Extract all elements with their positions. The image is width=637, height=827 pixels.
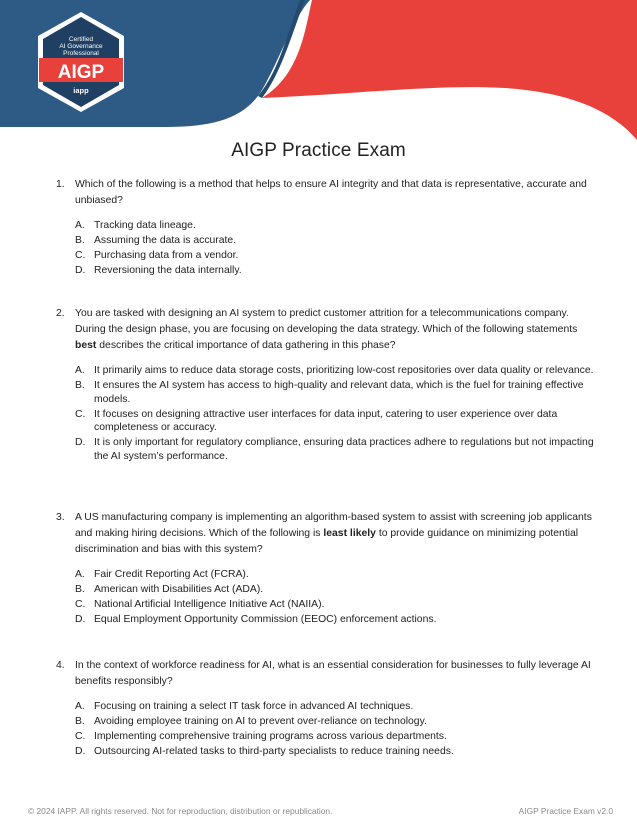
question-2 [56, 306, 596, 465]
question-4 [56, 658, 596, 760]
badge-acronym: AIGP [57, 62, 105, 83]
option-c: C. Purchasing data from a vendor. [75, 250, 239, 262]
option-b: B. American with Disabilities Act (ADA). [75, 584, 264, 596]
emphasis: best [75, 340, 97, 351]
option-b: B. Assuming the data is accurate. [75, 235, 237, 247]
question-number: 3. [56, 512, 65, 523]
header-red-band [262, 0, 637, 140]
header-graphic [0, 0, 637, 150]
option-a: A. Fair Credit Reporting Act (FCRA). [75, 569, 249, 580]
question-1 [56, 177, 596, 279]
option-a: A. Tracking data lineage. [75, 220, 196, 231]
badge-line3: Professional [63, 50, 99, 57]
option-a: A. Focusing on training a select IT task force in advanced AI techniques. [75, 701, 414, 712]
option-a: A. It primarily aims to reduce data storage costs, prioritizing low-cost repositories over data quality or relevance. [75, 365, 594, 376]
option-c: C. National Artificial Intelligence Initiative Act (NAIIA). [75, 599, 325, 611]
option-c: C. Implementing comprehensive training programs across various departments. [75, 731, 447, 743]
question-text: You are tasked with designing an AI system to predict customer attrition for a telecommunications company. During the design phase, you are focusing on developing the data strategy. Which of the following statements best describes the critical importance of data gathering in this phase? [75, 308, 578, 351]
footer-copyright: © 2024 IAPP. All rights reserved. Not for reproduction, distribution or republication. [28, 806, 333, 816]
badge-line1: Certified [68, 36, 94, 43]
emphasis: least likely [323, 528, 376, 539]
option-d: D. It is only important for regulatory compliance, ensuring data practices adhere to regulations but not impacting the AI system’s performance. [75, 437, 594, 462]
option-b: B. It ensures the AI system has access to high-quality and relevant data, which is the fuel for training effective models. [75, 380, 584, 405]
badge-line2: AI Governance [59, 43, 103, 50]
page-title: AIGP Practice Exam [231, 140, 406, 161]
option-d: D. Equal Employment Opportunity Commission (EEOC) enforcement actions. [75, 614, 437, 626]
question-number: 4. [56, 660, 65, 671]
question-text: In the context of workforce readiness for AI, what is an essential consideration for businesses to fully leverage AI benefits responsibly? [75, 660, 591, 687]
question-text: Which of the following is a method that helps to ensure AI integrity and that data is representative, accurate and unbiased? [75, 179, 587, 206]
option-b: B. Avoiding employee training on AI to prevent over-reliance on technology. [75, 716, 427, 728]
option-d: D. Reversioning the data internally. [75, 265, 242, 277]
badge-org: iapp [73, 86, 89, 95]
question-3 [56, 510, 596, 628]
option-d: D. Outsourcing AI-related tasks to third-party specialists to reduce training needs. [75, 746, 454, 758]
question-number: 1. [56, 179, 65, 190]
option-c: C. It focuses on designing attractive user interfaces for data input, catering to user experience over data completeness or accuracy. [75, 408, 558, 434]
question-text: A US manufacturing company is implementing an algorithm-based system to assist with screening job applicants and making hiring decisions. Which of the following is least likely to provide guidance on minimizing potential discrimination and bias with this system? [75, 512, 592, 555]
footer-doc-version: AIGP Practice Exam v2.0 [518, 806, 613, 816]
question-number: 2. [56, 308, 65, 319]
